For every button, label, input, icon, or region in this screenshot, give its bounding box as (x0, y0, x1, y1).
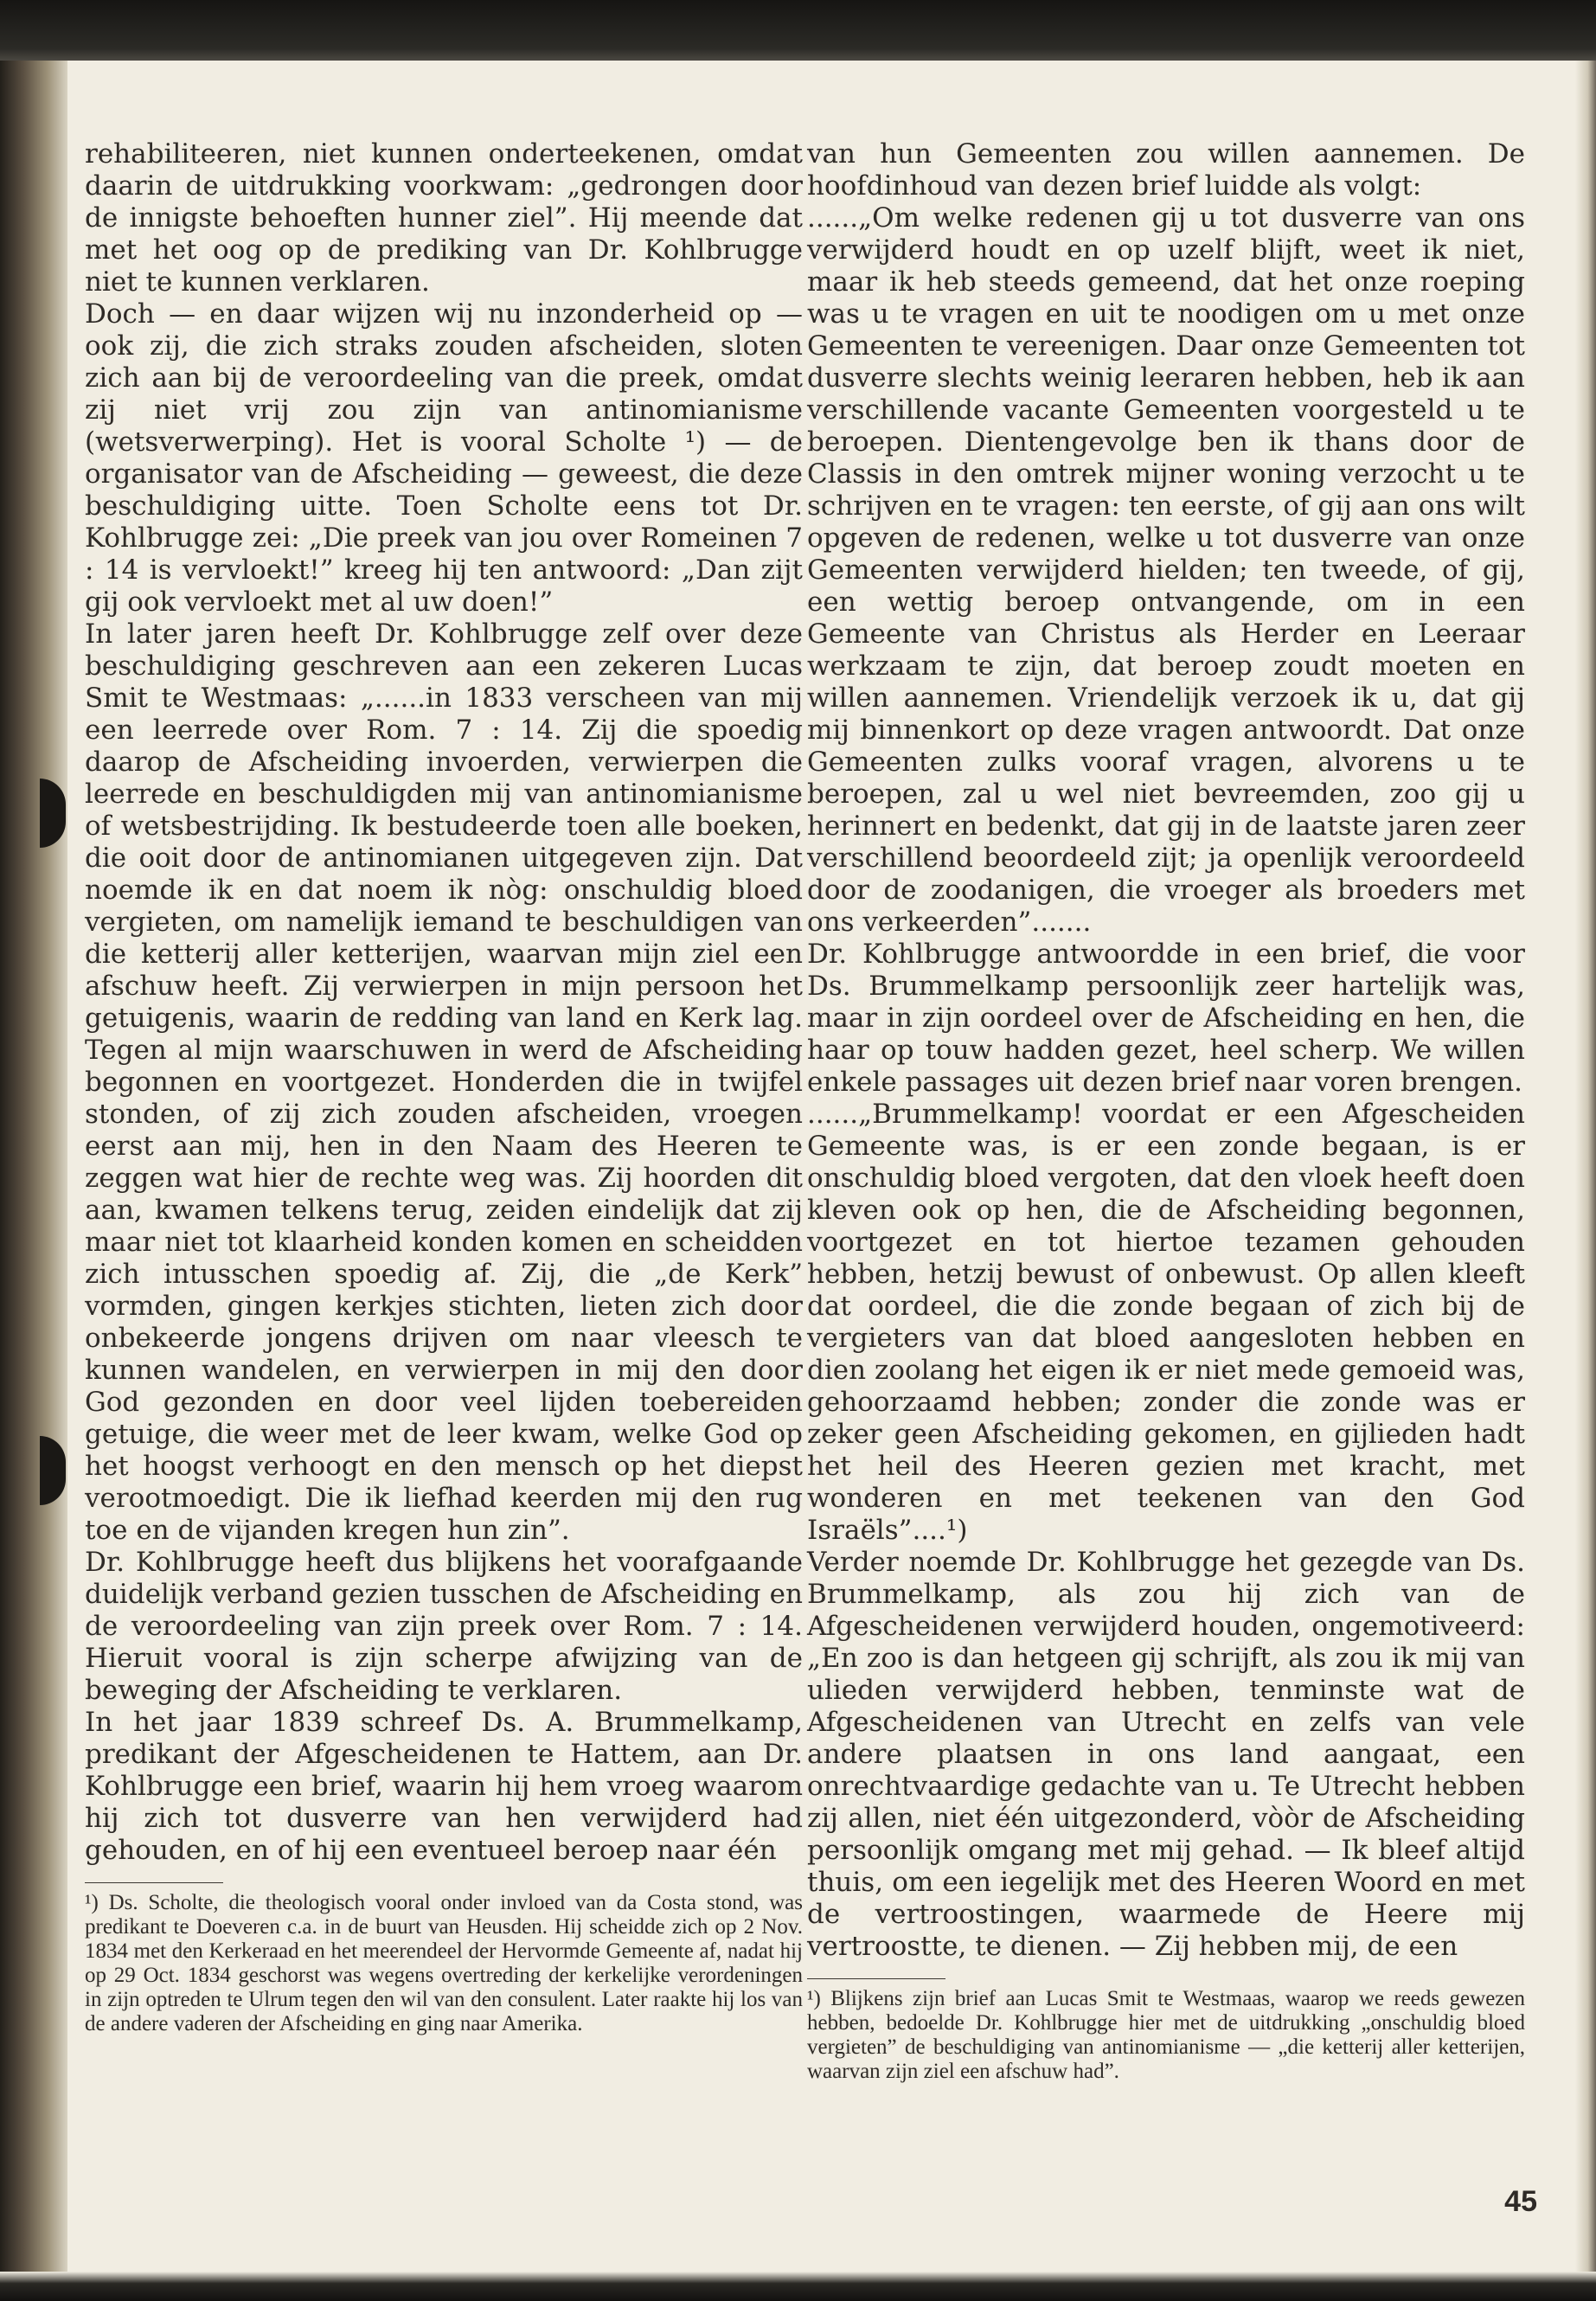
left-paragraph: rehabiliteeren, niet kunnen onderteekenen, omdat daarin de uitdrukking voorkwam: „gedrongen door de innigste behoeften hunner ziel”. Hij meende dat met het oog op de prediking van Dr. Kohlbrugge niet te kunnen verklaren. (85, 138, 803, 298)
right-paragraph: Dr. Kohlbrugge antwoordde in een brief, die voor Ds. Brummelkamp persoonlijk zeer hartelijk was, maar in zijn oordeel over de Afscheiding en hen, die haar op touw hadden gezet, heel scherp. We willen enkele passages uit dezen brief naar voren brengen. (807, 939, 1525, 1098)
left-paragraph: In later jaren heeft Dr. Kohlbrugge zelf over deze beschuldiging geschreven aan een zekeren Lucas Smit te Westmaas: „......in 1833 verscheen van mij een leerrede over Rom. 7 : 14. Zij die spoedig daarop de Afscheiding invoerden, verwierpen die leerrede en beschuldigden mij van antinomianisme of wetsbestrijding. Ik bestudeerde toen alle boeken, die ooit door de antinomianen uitgegeven zijn. Dat noemde ik en dat noem ik nòg: onschuldig bloed vergieten, om namelijk iemand te beschuldigen van die ketterij aller ketterijen, waarvan mijn ziel een afschuw heeft. Zij verwierpen in mijn persoon het getuigenis, waarin de redding van land en Kerk lag. Tegen al mijn waarschuwen in werd de Afscheiding begonnen en voortgezet. Honderden die in twijfel stonden, of zij zich zouden afscheiden, vroegen eerst aan mij, hen in den Naam des Heeren te zeggen wat hier de rechte weg was. Zij hoorden dit aan, kwamen telkens terug, zeiden eindelijk dat zij maar niet tot klaarheid konden komen en scheidden zich intusschen spoedig af. Zij, die „de Kerk” vormden, gingen kerkjes stichten, lieten zich door onbekeerde jongens drijven om naar vleesch te kunnen wandelen, en verwierpen in mij den door God gezonden en door veel lijden toebereiden getuige, die weer met de leer kwam, welke God op het hoogst verhoogt en den mensch op het diepst verootmoedigt. Die ik liefhad keerden mij den rug toe en de vijanden kregen hun zin”. (85, 619, 803, 1546)
left-footnotes (85, 1882, 803, 2036)
right-paragraph: ......„Brummelkamp! voordat er een Afgescheiden Gemeente was, is er een zonde begaan, is er onschuldig bloed vergoten, dat den vloek heeft doen kleven ook op hen, die de Afscheiding begonnen, voortgezet en tot hiertoe tezamen gehouden hebben, hetzij bewust of onbewust. Op allen kleeft dat oordeel, die die zonde begaan of zich bij de vergieters van dat bloed aangesloten hebben en dien zoolang het eigen ik er niet mede gemoeid was, gehoorzaamd hebben; zonder die zonde was er zeker geen Afscheiding gekomen, en gijlieden hadt het heil des Heeren gezien met kracht, met wonderen en met teekenen van den God Israëls”....¹) (807, 1099, 1525, 1546)
left-column (85, 138, 803, 2036)
right-footnotes (807, 1978, 1525, 2084)
scan-bottom-edge (0, 2272, 1596, 2301)
right-column (807, 138, 1525, 2084)
page-number: 45 (1504, 2185, 1537, 2218)
document-page (78, 138, 1561, 2266)
left-paragraph: In het jaar 1839 schreef Ds. A. Brummelkamp, predikant der Afgescheidenen te Hattem, aan Dr. Kohlbrugge een brief, waarin hij hem vroeg waarom hij zich tot dusverre van hen verwijderd had gehouden, en of hij een eventueel beroep naar één (85, 1707, 803, 1866)
right-paragraph: ......„Om welke redenen gij u tot dusverre van ons verwijderd houdt en op uzelf blijft, weet ik niet, maar ik heb steeds gemeend, dat het onze roeping was u te vragen en uit te noodigen om u met onze Gemeenten te vereenigen. Daar onze Gemeenten tot dusverre slechts weinig leeraren hebben, heb ik aan verschillende vacante Gemeenten voorgesteld u te beroepen. Dientengevolge ben ik thans door de Classis in den omtrek mijner woning verzocht u te schrijven en te vragen: ten eerste, of gij aan ons wilt opgeven de redenen, welke u tot dusverre van onze Gemeenten verwijderd hielden; ten tweede, of gij, een wettig beroep ontvangende, om in een Gemeente van Christus als Herder en Leeraar werkzaam te zijn, dat beroep zoudt moeten en willen aannemen. Vriendelijk verzoek ik u, dat gij mij binnenkort op deze vragen antwoordt. Dat onze Gemeenten zulks vooraf vragen, alvorens u te beroepen, zal u wel niet bevreemden, zoo gij u herinnert en bedenkt, dat gij in de laatste jaren zeer verschillend beoordeeld zijt; ja openlijk veroordeeld door de zoodanigen, die vroeger als broeders met ons verkeerden”....... (807, 202, 1525, 938)
right-paragraph: Verder noemde Dr. Kohlbrugge het gezegde van Ds. Brummelkamp, als zou hij zich van de Afgescheidenen verwijderd houden, ongemotiveerd: „En zoo is dan hetgeen gij schrijft, als zou ik mij van ulieden verwijderd hebben, tenminste wat de Afgescheidenen van Utrecht en zelfs van vele andere plaatsen in ons land aangaat, een onrechtvaardige gedachte van u. Te Utrecht hebben zij allen, niet één uitgezonderd, vòòr de Afscheiding persoonlijk omgang met mij gehad. — Ik bleef altijd thuis, om een iegelijk met des Heeren Woord en met de vertroostingen, waarmede de Heere mij vertroostte, te dienen. — Zij hebben mij, de een (807, 1547, 1525, 1962)
footnote: ¹) Blijkens zijn brief aan Lucas Smit te Westmaas, waarop we reeds gewezen hebben, bedoelde Dr. Kohlbrugge hier met de uitdrukking „onschuldig bloed vergieten” de beschuldiging van antinomianisme — „die ketterij aller ketterijen, waarvan zijn ziel een afschuw had”. (807, 1987, 1525, 2083)
footnote: ¹) Ds. Scholte, die theologisch vooral onder invloed van da Costa stond, was predikant te Doeveren c.a. in de buurt van Heusden. Hij scheidde zich op 2 Nov. 1834 met den Kerkeraad en het meerendeel der Hervormde Gemeente af, nadat hij op 29 Oct. 1834 geschorst was wegens overtreding der kerkelijke verordeningen in zijn optreden te Ulrum tegen den wil van den consulent. Later raakte hij los van de andere vaderen der Afscheiding en ging naar Amerika. (85, 1891, 803, 2035)
scan-top-edge (0, 0, 1596, 61)
left-paragraph: Doch — en daar wijzen wij nu inzonderheid op — ook zij, die zich straks zouden afscheiden, sloten zich aan bij de veroordeeling van die preek, omdat zij niet vrij zou zijn van antinomianisme (wetsverwerping). Het is vooral Scholte ¹) — de organisator van de Afscheiding — geweest, die deze beschuldiging uitte. Toen Scholte eens tot Dr. Kohlbrugge zei: „Die preek van jou over Romeinen 7 : 14 is vervloekt!” kreeg hij ten antwoord: „Dan zijt gij ook vervloekt met al uw doen!” (85, 298, 803, 618)
binding-spine (0, 61, 67, 2275)
right-paragraph: van hun Gemeenten zou willen aannemen. De hoofdinhoud van dezen brief luidde als volgt: (807, 138, 1525, 202)
scan-right-edge (1575, 61, 1596, 2275)
left-paragraph: Dr. Kohlbrugge heeft dus blijkens het voorafgaande duidelijk verband gezien tusschen de Afscheiding en de veroordeeling van zijn preek over Rom. 7 : 14. Hieruit vooral is zijn scherpe afwijzing van de beweging der Afscheiding te verklaren. (85, 1547, 803, 1706)
